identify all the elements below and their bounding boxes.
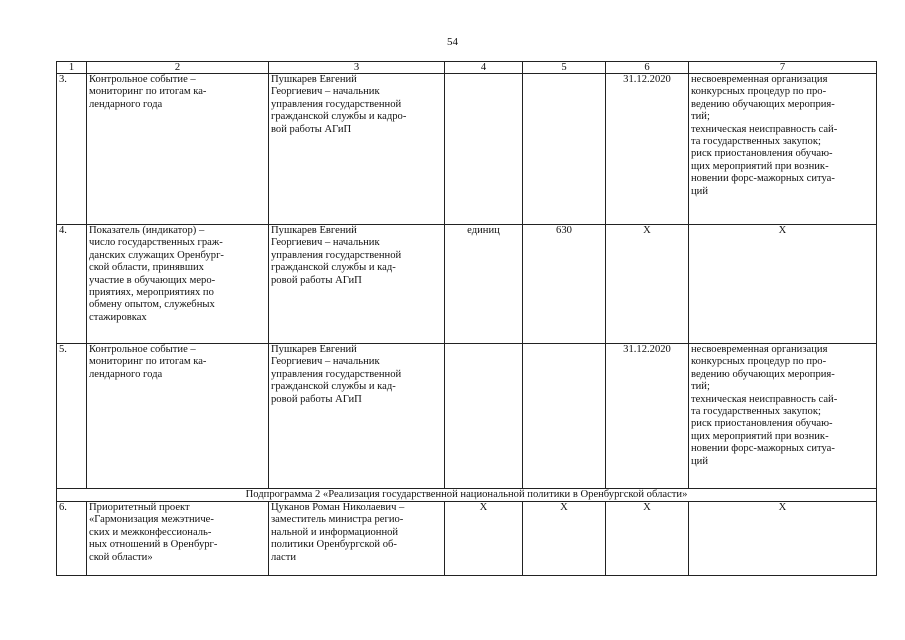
value-cell: [523, 344, 606, 489]
column-number: 5: [523, 62, 606, 74]
column-number: 6: [606, 62, 689, 74]
event-name: Приоритетный проект «Гармонизация межэтниче- ских и межконфессиональ- ных отношений в Оренбург- ской области»: [87, 502, 269, 576]
event-name: Контрольное событие – мониторинг по итогам ка- лендарного года: [87, 74, 269, 225]
plan-table: [56, 61, 877, 576]
row-number: 5.: [57, 344, 87, 489]
date-cell: X: [606, 502, 689, 576]
responsible-person: Пушкарев Евгений Георгиевич – начальник управления государственной гражданской службы и кадро- вой работы АГиП: [269, 74, 445, 225]
table-row: [57, 502, 877, 576]
value-cell: [523, 74, 606, 225]
value-cell: 630: [523, 225, 606, 344]
date-cell: 31.12.2020: [606, 74, 689, 225]
risks-cell: X: [689, 225, 877, 344]
column-number: 2: [87, 62, 269, 74]
subprogram-row: [57, 489, 877, 502]
responsible-person: Пушкарев Евгений Георгиевич – начальник управления государственной гражданской службы и кад- ровой работы АГиП: [269, 344, 445, 489]
row-number: 3.: [57, 74, 87, 225]
responsible-person: Пушкарев Евгений Георгиевич – начальник управления государственной гражданской службы и кад- ровой работы АГиП: [269, 225, 445, 344]
responsible-person: Цуканов Роман Николаевич – заместитель министра регио- нальной и информационной политики Оренбургской об- ласти: [269, 502, 445, 576]
page-number: 54: [447, 36, 458, 48]
risks-cell: X: [689, 502, 877, 576]
column-number: 4: [445, 62, 523, 74]
unit-cell: [445, 74, 523, 225]
column-number: 1: [57, 62, 87, 74]
column-number: 7: [689, 62, 877, 74]
column-number-header: [57, 62, 877, 74]
date-cell: 31.12.2020: [606, 344, 689, 489]
risks-cell: несвоевременная организация конкурсных процедур по про- ведению обучающих мероприя- тий; техническая неисправность сай- та государственных закупок; риск приостановления обучаю- щих мероприятий при возник- новении форс-мажорных ситуа- ций: [689, 74, 877, 225]
risks-cell: несвоевременная организация конкурсных процедур по про- ведению обучающих мероприя- тий; техническая неисправность сай- та государственных закупок; риск приостановления обучаю- щих мероприятий при возник- новении форс-мажорных ситуа- ций: [689, 344, 877, 489]
table-row: [57, 74, 877, 225]
subprogram-title: Подпрограмма 2 «Реализация государственной национальной политики в Оренбургской области»: [57, 489, 877, 502]
unit-cell: X: [445, 502, 523, 576]
unit-cell: единиц: [445, 225, 523, 344]
value-cell: X: [523, 502, 606, 576]
column-number: 3: [269, 62, 445, 74]
table-row: [57, 225, 877, 344]
unit-cell: [445, 344, 523, 489]
row-number: 4.: [57, 225, 87, 344]
date-cell: X: [606, 225, 689, 344]
table-row: [57, 344, 877, 489]
row-number: 6.: [57, 502, 87, 576]
event-name: Показатель (индикатор) – число государственных граж- данских служащих Оренбург- ской области, принявших участие в обучающих меро- приятиях, мероприятиях по обмену опытом, служебных стажировках: [87, 225, 269, 344]
event-name: Контрольное событие – мониторинг по итогам ка- лендарного года: [87, 344, 269, 489]
